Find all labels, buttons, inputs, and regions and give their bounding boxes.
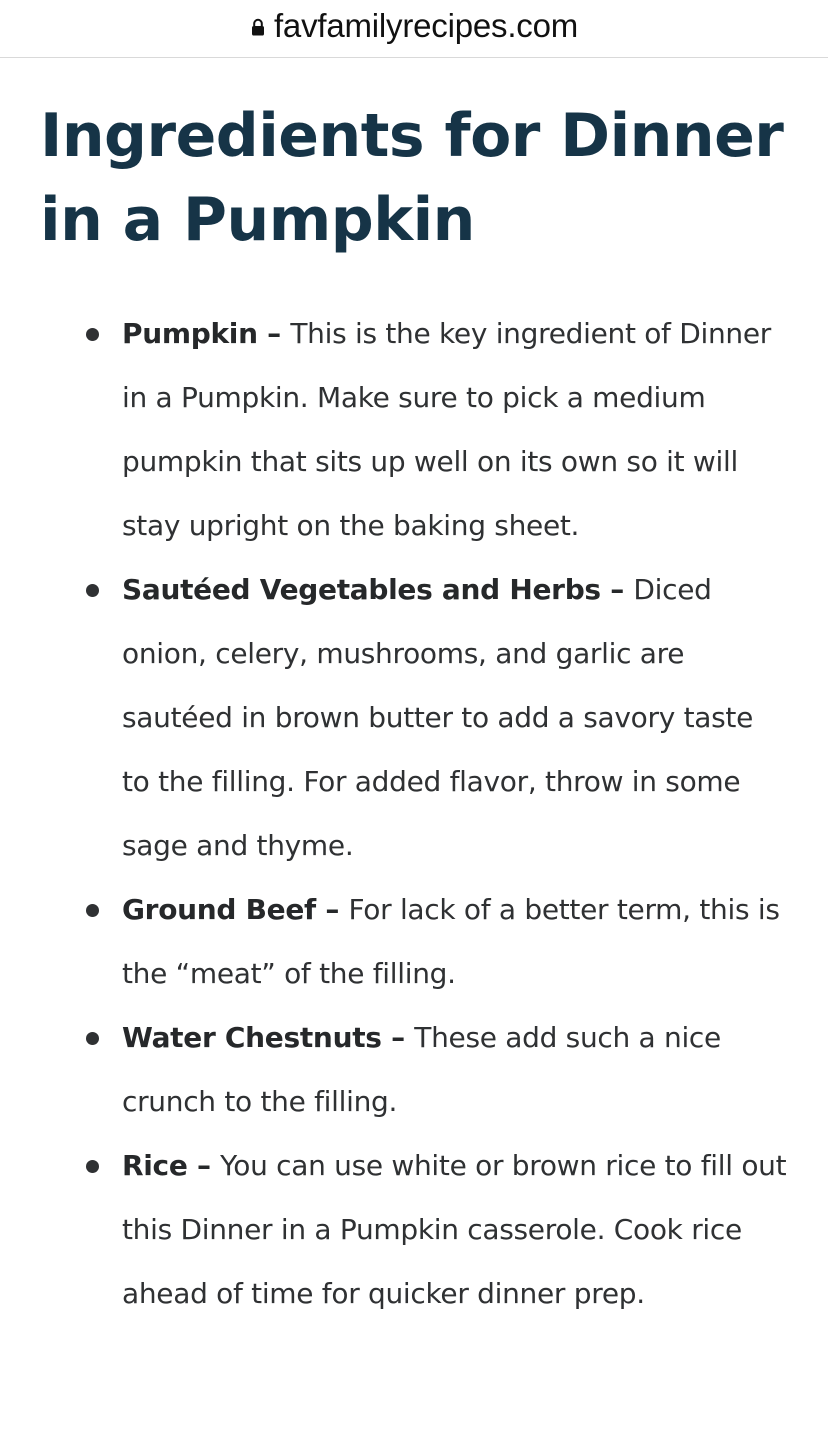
lock-icon bbox=[250, 16, 266, 36]
ingredient-separator: – bbox=[187, 1149, 221, 1182]
list-item-sauteed-vegetables bbox=[0, 558, 828, 878]
ingredient-name: Water Chestnuts bbox=[122, 1021, 382, 1054]
ingredient-separator: – bbox=[381, 1021, 415, 1054]
ingredient-description: For lack of a better term, this is the “meat” of the filling. bbox=[122, 893, 780, 990]
bullet-icon bbox=[86, 1032, 99, 1045]
ingredient-separator: – bbox=[315, 893, 349, 926]
list-item-rice bbox=[0, 1134, 828, 1326]
ingredients-list bbox=[0, 302, 828, 1326]
bullet-icon bbox=[86, 1160, 99, 1173]
ingredient-separator: – bbox=[257, 317, 291, 350]
ingredient-name: Sautéed Vegetables and Herbs bbox=[122, 573, 601, 606]
ingredient-description: These add such a nice crunch to the filling. bbox=[122, 1021, 721, 1118]
list-item-ground-beef bbox=[0, 878, 828, 1006]
ingredient-description: You can use white or brown rice to fill out this Dinner in a Pumpkin casserole. Cook rice ahead of time for quicker dinner prep. bbox=[122, 1149, 787, 1310]
bullet-icon bbox=[86, 328, 99, 341]
ingredient-description: This is the key ingredient of Dinner in a Pumpkin. Make sure to pick a medium pumpkin that sits up well on its own so it will stay upright on the baking sheet. bbox=[122, 317, 771, 542]
ingredient-name: Rice bbox=[122, 1149, 188, 1182]
ingredient-description: Diced onion, celery, mushrooms, and garlic are sautéed in brown butter to add a savory taste to the filling. For added flavor, throw in some sage and thyme. bbox=[122, 573, 754, 862]
address-bar-content bbox=[250, 7, 578, 45]
bullet-icon bbox=[86, 904, 99, 917]
section-heading: Ingredients for Dinner in a Pumpkin bbox=[40, 101, 784, 255]
bullet-icon bbox=[86, 584, 99, 597]
url-text[interactable]: favfamilyrecipes.com bbox=[273, 6, 579, 44]
address-bar[interactable] bbox=[0, 0, 828, 58]
ingredient-separator: – bbox=[600, 573, 634, 606]
list-item-pumpkin bbox=[0, 302, 828, 558]
ingredient-name: Pumpkin bbox=[122, 317, 258, 350]
ingredient-name: Ground Beef bbox=[122, 893, 316, 926]
list-item-water-chestnuts bbox=[0, 1006, 828, 1134]
